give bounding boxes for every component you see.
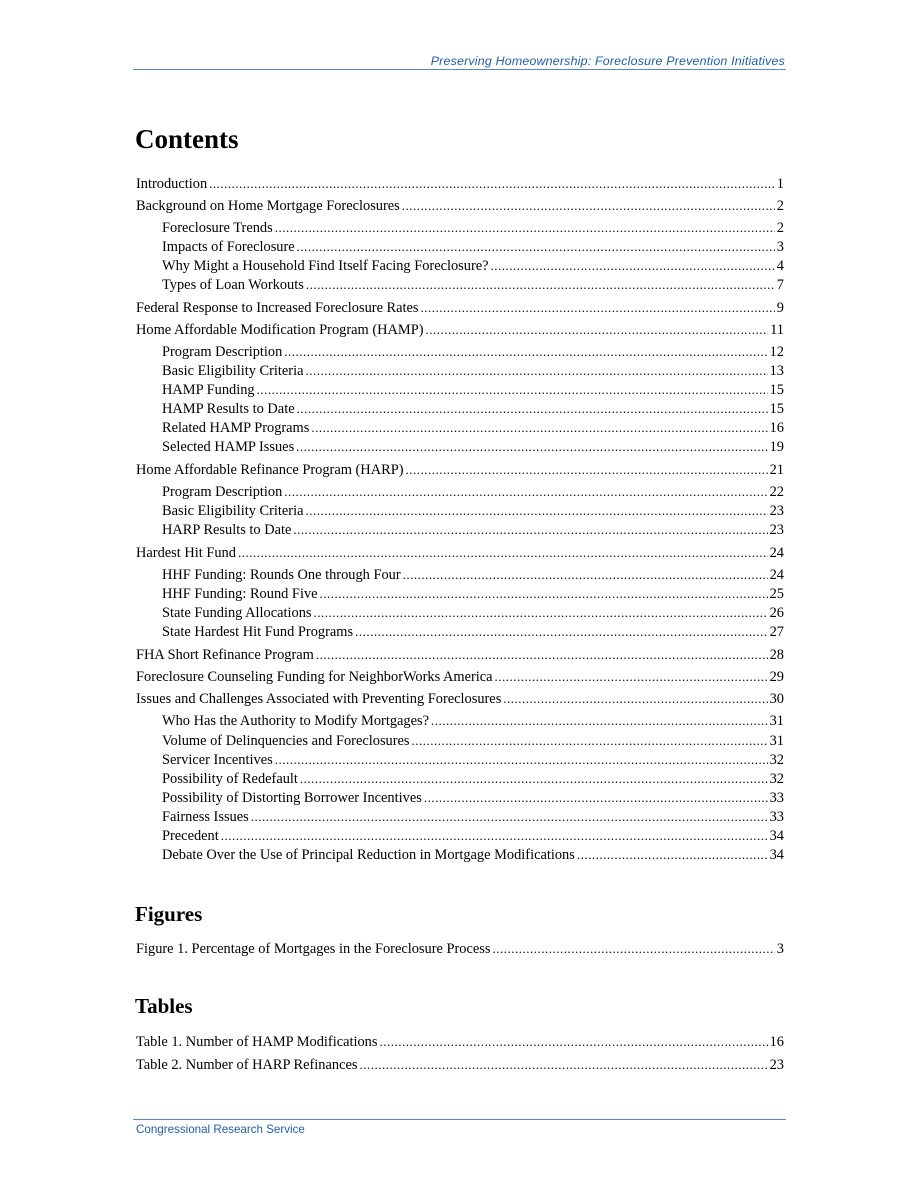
toc-subentry[interactable]: Who Has the Authority to Modify Mortgages? ..... 31 xyxy=(162,711,784,731)
toc-subentry[interactable]: Basic Eligibility Criteria ..... 13 xyxy=(162,361,784,381)
toc-subentry[interactable]: Volume of Delinquencies and Foreclosures ..... 31 xyxy=(162,731,784,751)
table-entry[interactable]: Table 1. Number of HAMP Modifications ..... 16 xyxy=(136,1032,784,1052)
toc-entry[interactable]: Federal Response to Increased Foreclosure Rates ..... 9 xyxy=(136,298,784,318)
toc-subentry[interactable]: Impacts of Foreclosure ..... 3 xyxy=(162,237,784,257)
toc-subentry[interactable]: Program Description ..... 12 xyxy=(162,342,784,362)
footer-text: Congressional Research Service xyxy=(136,1123,305,1136)
footer-rule xyxy=(133,1119,786,1120)
toc-subentry[interactable]: Debate Over the Use of Principal Reduction in Mortgage Modifications ..... 34 xyxy=(162,845,784,865)
toc-entry[interactable]: Introduction ..... 1 xyxy=(136,174,784,194)
toc-subentry[interactable]: Servicer Incentives ..... 32 xyxy=(162,750,784,770)
toc-subentry[interactable]: Basic Eligibility Criteria ..... 23 xyxy=(162,501,784,521)
toc-subentry[interactable]: Possibility of Distorting Borrower Incentives ..... 33 xyxy=(162,788,784,808)
toc-entry[interactable]: Home Affordable Refinance Program (HARP) ..... 21 xyxy=(136,460,784,480)
toc-entry[interactable]: Background on Home Mortgage Foreclosures ..... 2 xyxy=(136,196,784,216)
toc-subentry[interactable]: Precedent ..... 34 xyxy=(162,826,784,846)
toc-entry[interactable]: Hardest Hit Fund ..... 24 xyxy=(136,543,784,563)
toc-entry[interactable]: Foreclosure Counseling Funding for NeighborWorks America ..... 29 xyxy=(136,667,784,687)
contents-heading: Contents xyxy=(135,124,239,154)
toc-subentry[interactable]: HHF Funding: Round Five ..... 25 xyxy=(162,584,784,604)
toc-subentry[interactable]: HAMP Funding ..... 15 xyxy=(162,380,784,400)
toc-subentry[interactable]: Fairness Issues ..... 33 xyxy=(162,807,784,827)
toc-subentry[interactable]: HARP Results to Date ..... 23 xyxy=(162,520,784,540)
toc-subentry[interactable]: Possibility of Redefault ..... 32 xyxy=(162,769,784,789)
toc-subentry[interactable]: State Funding Allocations ..... 26 xyxy=(162,603,784,623)
toc-entry[interactable]: FHA Short Refinance Program ..... 28 xyxy=(136,645,784,665)
table-entry[interactable]: Table 2. Number of HARP Refinances ..... 23 xyxy=(136,1055,784,1075)
figure-entry[interactable]: Figure 1. Percentage of Mortgages in the Foreclosure Process ..... 3 xyxy=(136,939,784,959)
toc-subentry[interactable]: Related HAMP Programs ..... 16 xyxy=(162,418,784,438)
toc-subentry[interactable]: Why Might a Household Find Itself Facing Foreclosure? ..... 4 xyxy=(162,256,784,276)
toc-subentry[interactable]: Selected HAMP Issues ..... 19 xyxy=(162,437,784,457)
toc-entry[interactable]: Issues and Challenges Associated with Preventing Foreclosures ..... 30 xyxy=(136,689,784,709)
toc-subentry[interactable]: Types of Loan Workouts ..... 7 xyxy=(162,275,784,295)
header-rule xyxy=(133,69,786,70)
toc-subentry[interactable]: HAMP Results to Date ..... 15 xyxy=(162,399,784,419)
figures-heading: Figures xyxy=(135,902,203,926)
running-title: Preserving Homeownership: Foreclosure Prevention Initiatives xyxy=(430,54,785,68)
toc-entry[interactable]: Home Affordable Modification Program (HAMP) ..... 11 xyxy=(136,320,784,340)
toc-subentry[interactable]: Foreclosure Trends ..... 2 xyxy=(162,218,784,238)
tables-heading: Tables xyxy=(135,994,193,1018)
toc-subentry[interactable]: HHF Funding: Rounds One through Four ..... 24 xyxy=(162,565,784,585)
toc-subentry[interactable]: Program Description ..... 22 xyxy=(162,482,784,502)
toc-subentry[interactable]: State Hardest Hit Fund Programs ..... 27 xyxy=(162,622,784,642)
